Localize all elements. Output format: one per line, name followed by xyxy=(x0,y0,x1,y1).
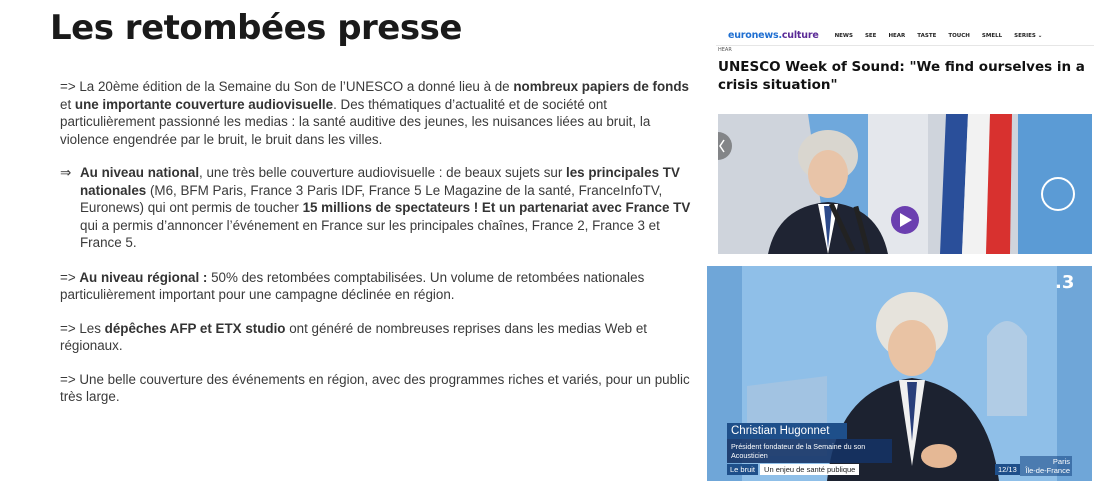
paragraph-regions-events: => Une belle couverture des événements en région, avec des programmes riches et variés, pour un public très large. xyxy=(60,371,690,404)
location-label: Paris Île-de-France xyxy=(1020,456,1072,476)
menu-item: NEWS xyxy=(834,32,853,39)
speaker-photo-illustration xyxy=(718,114,1092,254)
menu-item: TASTE xyxy=(917,32,937,39)
topic-tag: Le bruit xyxy=(727,464,758,475)
topic-text: Un enjeu de santé publique xyxy=(760,464,859,475)
arrow-icon: ⇒ xyxy=(60,165,72,180)
menu-item: SERIES ⌄ xyxy=(1014,32,1043,39)
euronews-logo: euronews.culture xyxy=(728,30,819,41)
paragraph-overview: => La 20ème édition de la Semaine du Son de l’UNESCO a donné lieu à de nombreux papiers de fonds et une importante couverture audiovisuelle. Des thématiques d’actualité et de société ont particulièrement passionné les medias : la santé auditive des jeunes, les nuisances liées au bruit, la violence engendrée par le bruit, le bruit dans les villes. xyxy=(60,79,689,147)
menu-item: TOUCH xyxy=(948,32,970,39)
press-summary xyxy=(60,78,692,422)
arrow: => xyxy=(60,79,76,94)
euronews-menu xyxy=(835,33,1055,39)
france3-logo: .3 xyxy=(1055,272,1075,293)
page-title: Les retombées presse xyxy=(50,8,462,48)
euronews-nav xyxy=(716,26,1094,46)
paragraph-regional: => Au niveau régional : 50% des retombées comptabilisées. Un volume de retombées nationales particulièrement important pour une campagne déclinée en région. xyxy=(60,269,645,302)
euronews-headline: UNESCO Week of Sound: "We find ourselves in a crisis situation" xyxy=(718,59,1085,93)
paragraph-national: ⇒ Au niveau national, une très belle couverture audiovisuelle : de beaux sujets sur les principales TV nationales (M6, BFM Paris, France 3 Paris IDF, France 5 Le Magazine de la santé, FranceInfoTV, Euronews) qui ont permis de toucher 15 millions de spectateurs ! Et un partenariat avec France TV qui a permis d’annoncer l’événement en France sur les principales chaînes, France 2, France 3 et France 5. xyxy=(60,165,691,250)
menu-item: SMELL xyxy=(981,32,1003,39)
euronews-section-tag: HEAR xyxy=(718,47,732,53)
euronews-article-screenshot xyxy=(716,26,1094,256)
segment-counter: 12/13 xyxy=(995,464,1020,475)
topic-bar xyxy=(727,464,859,475)
menu-item: HEAR xyxy=(888,32,906,39)
paragraph-afp: => Les dépêches AFP et ETX studio ont généré de nombreuses reprises dans les medias Web et régionaux. xyxy=(60,320,647,353)
france3-tv-screenshot xyxy=(707,266,1092,481)
speaker-name: Christian Hugonnet xyxy=(727,423,847,439)
speaker-role: Président fondateur de la Semaine du son Acousticien xyxy=(727,439,892,463)
speaker-photo xyxy=(718,114,1092,254)
menu-item: SEE xyxy=(864,32,877,39)
lower-third xyxy=(727,423,877,463)
